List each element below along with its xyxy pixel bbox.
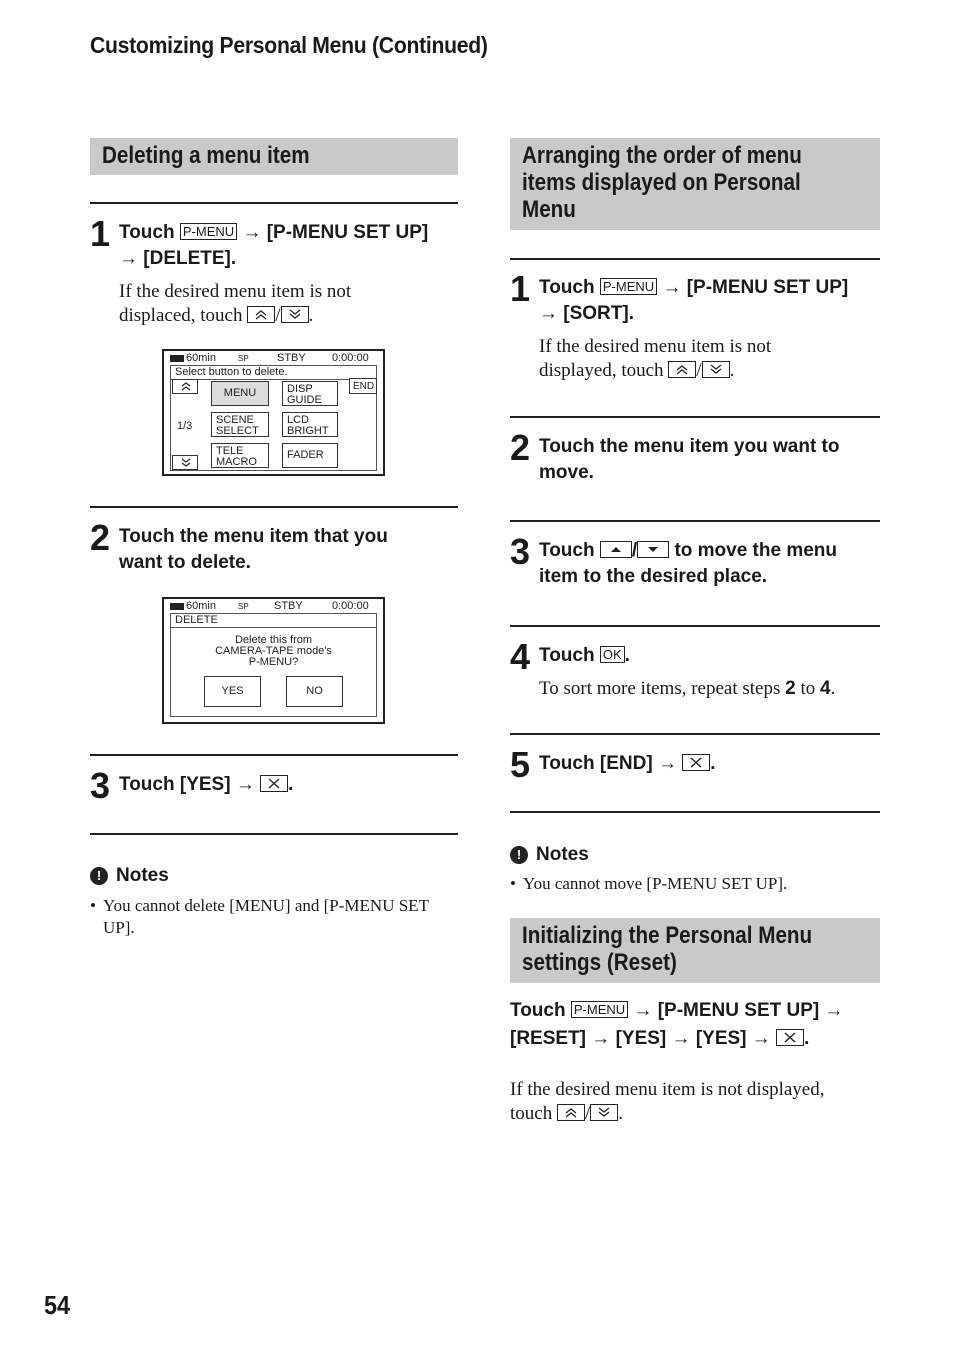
step-body: To sort more items, repeat steps 2 to 4.: [539, 678, 836, 699]
divider: [510, 733, 880, 735]
step-number: 2: [90, 517, 111, 558]
divider: [510, 625, 880, 627]
battery-indicator: 60min: [186, 352, 216, 364]
divider: [90, 506, 458, 508]
lcd-panel: [170, 613, 377, 717]
tele-macro-button[interactable]: TELE MACRO: [211, 443, 269, 468]
divider: [510, 416, 880, 418]
lcd-screen-select: [162, 349, 385, 476]
scroll-down-icon: [702, 361, 730, 378]
scroll-up-button[interactable]: [172, 379, 198, 394]
battery-icon: [170, 355, 184, 362]
divider: [510, 258, 880, 260]
ok-icon: OK: [600, 646, 625, 663]
menu-button[interactable]: MENU: [211, 381, 269, 406]
close-icon: [682, 754, 710, 771]
step-body: If the desired menu item is not displayed, touch / .: [539, 336, 772, 381]
time-counter: 0:00:00: [332, 600, 369, 612]
step-title: Touch OK .: [539, 645, 630, 666]
p-menu-icon: P-MENU: [571, 1001, 628, 1018]
time-counter: 0:00:00: [332, 352, 369, 364]
sp-indicator: SP: [238, 602, 249, 611]
page-indicator: 1/3: [177, 420, 193, 432]
notes-heading: ! Notes: [90, 865, 169, 887]
dialog-message: Delete this from CAMERA-TAPE mode's P-MENU?: [215, 634, 332, 668]
step-title: Touch [END] → .: [539, 753, 716, 774]
notes-heading: ! Notes: [510, 844, 589, 866]
scroll-up-icon: [668, 361, 696, 378]
disp-guide-button[interactable]: DISP GUIDE: [282, 381, 338, 406]
divider: [90, 754, 458, 756]
dialog-title: DELETE: [175, 614, 218, 626]
step-number: 3: [90, 765, 111, 806]
sort-step-1: [510, 268, 880, 395]
note-item: • You cannot move [P-MENU SET UP].: [510, 874, 788, 893]
page-number: 54: [44, 1290, 71, 1320]
step-title: Touch the menu item you want to move.: [539, 436, 840, 483]
divider: [510, 520, 880, 522]
step-number: 4: [510, 636, 531, 677]
sort-step-2: [510, 427, 880, 494]
step-number: 3: [510, 531, 531, 572]
step-title: Touch P-MENU → [P-MENU SET UP] → [SORT].: [539, 277, 849, 324]
scroll-down-icon: [590, 1104, 618, 1121]
lcd-prompt: Select button to delete.: [175, 366, 288, 378]
section-heading-reset: Initializing the Personal Menu settings (Reset): [510, 918, 880, 983]
battery-icon: [170, 603, 184, 610]
lcd-screen-delete: [162, 597, 385, 724]
divider: [90, 833, 458, 835]
close-icon: [776, 1029, 804, 1046]
end-button[interactable]: END: [349, 378, 377, 394]
sort-step-5: [510, 744, 880, 791]
reset-body: If the desired menu item is not displayed, touch / .: [510, 1079, 825, 1124]
stby-indicator: STBY: [274, 600, 303, 612]
step-title: Touch [YES] → .: [119, 774, 294, 795]
no-button[interactable]: NO: [286, 676, 343, 707]
note-item: • You cannot delete [MENU] and [P-MENU SET UP].: [90, 896, 429, 937]
sort-step-4: [510, 636, 880, 713]
close-icon: [260, 775, 288, 792]
scroll-down-button[interactable]: [172, 455, 198, 470]
yes-button[interactable]: YES: [204, 676, 261, 707]
step-number: 1: [90, 213, 111, 254]
divider: [90, 202, 458, 204]
delete-step-2: [90, 517, 458, 584]
delete-step-3: [90, 765, 458, 812]
step-title: Touch the menu item that you want to delete.: [119, 526, 388, 573]
notes-icon: !: [510, 846, 528, 864]
step-title: Touch / to move the menu item to the desired place.: [539, 540, 838, 587]
scroll-down-icon: [281, 306, 309, 323]
fader-button[interactable]: FADER: [282, 443, 338, 468]
step-body: If the desired menu item is not displaced, touch / .: [119, 281, 352, 326]
delete-step-1: [90, 213, 458, 340]
divider: [510, 811, 880, 813]
running-head: Customizing Personal Menu (Continued): [90, 32, 488, 58]
scene-select-button[interactable]: SCENE SELECT: [211, 412, 269, 437]
step-number: 1: [510, 268, 531, 309]
move-up-icon: [600, 541, 632, 558]
lcd-prompt-line: [171, 379, 376, 380]
p-menu-icon: P-MENU: [600, 278, 657, 295]
reset-instruction: Touch P-MENU → [P-MENU SET UP] → [RESET] → [YES] → [YES] → .: [510, 1000, 844, 1049]
step-number: 2: [510, 427, 531, 468]
notes-icon: !: [90, 867, 108, 885]
move-down-icon: [637, 541, 669, 558]
step-title: Touch P-MENU → [P-MENU SET UP] → [DELETE].: [119, 222, 429, 269]
section-heading-arrange: Arranging the order of menu items displayed on Personal Menu: [510, 138, 880, 230]
step-number: 5: [510, 744, 531, 785]
sort-step-3: [510, 531, 880, 598]
battery-indicator: 60min: [186, 600, 216, 612]
lcd-bright-button[interactable]: LCD BRIGHT: [282, 412, 338, 437]
scroll-up-icon: [557, 1104, 585, 1121]
lcd-panel: [170, 365, 377, 471]
dialog-title-line: [171, 627, 376, 628]
stby-indicator: STBY: [277, 352, 306, 364]
p-menu-icon: P-MENU: [180, 223, 237, 240]
section-heading-delete: Deleting a menu item: [90, 138, 458, 175]
scroll-up-icon: [247, 306, 275, 323]
sp-indicator: SP: [238, 354, 249, 363]
